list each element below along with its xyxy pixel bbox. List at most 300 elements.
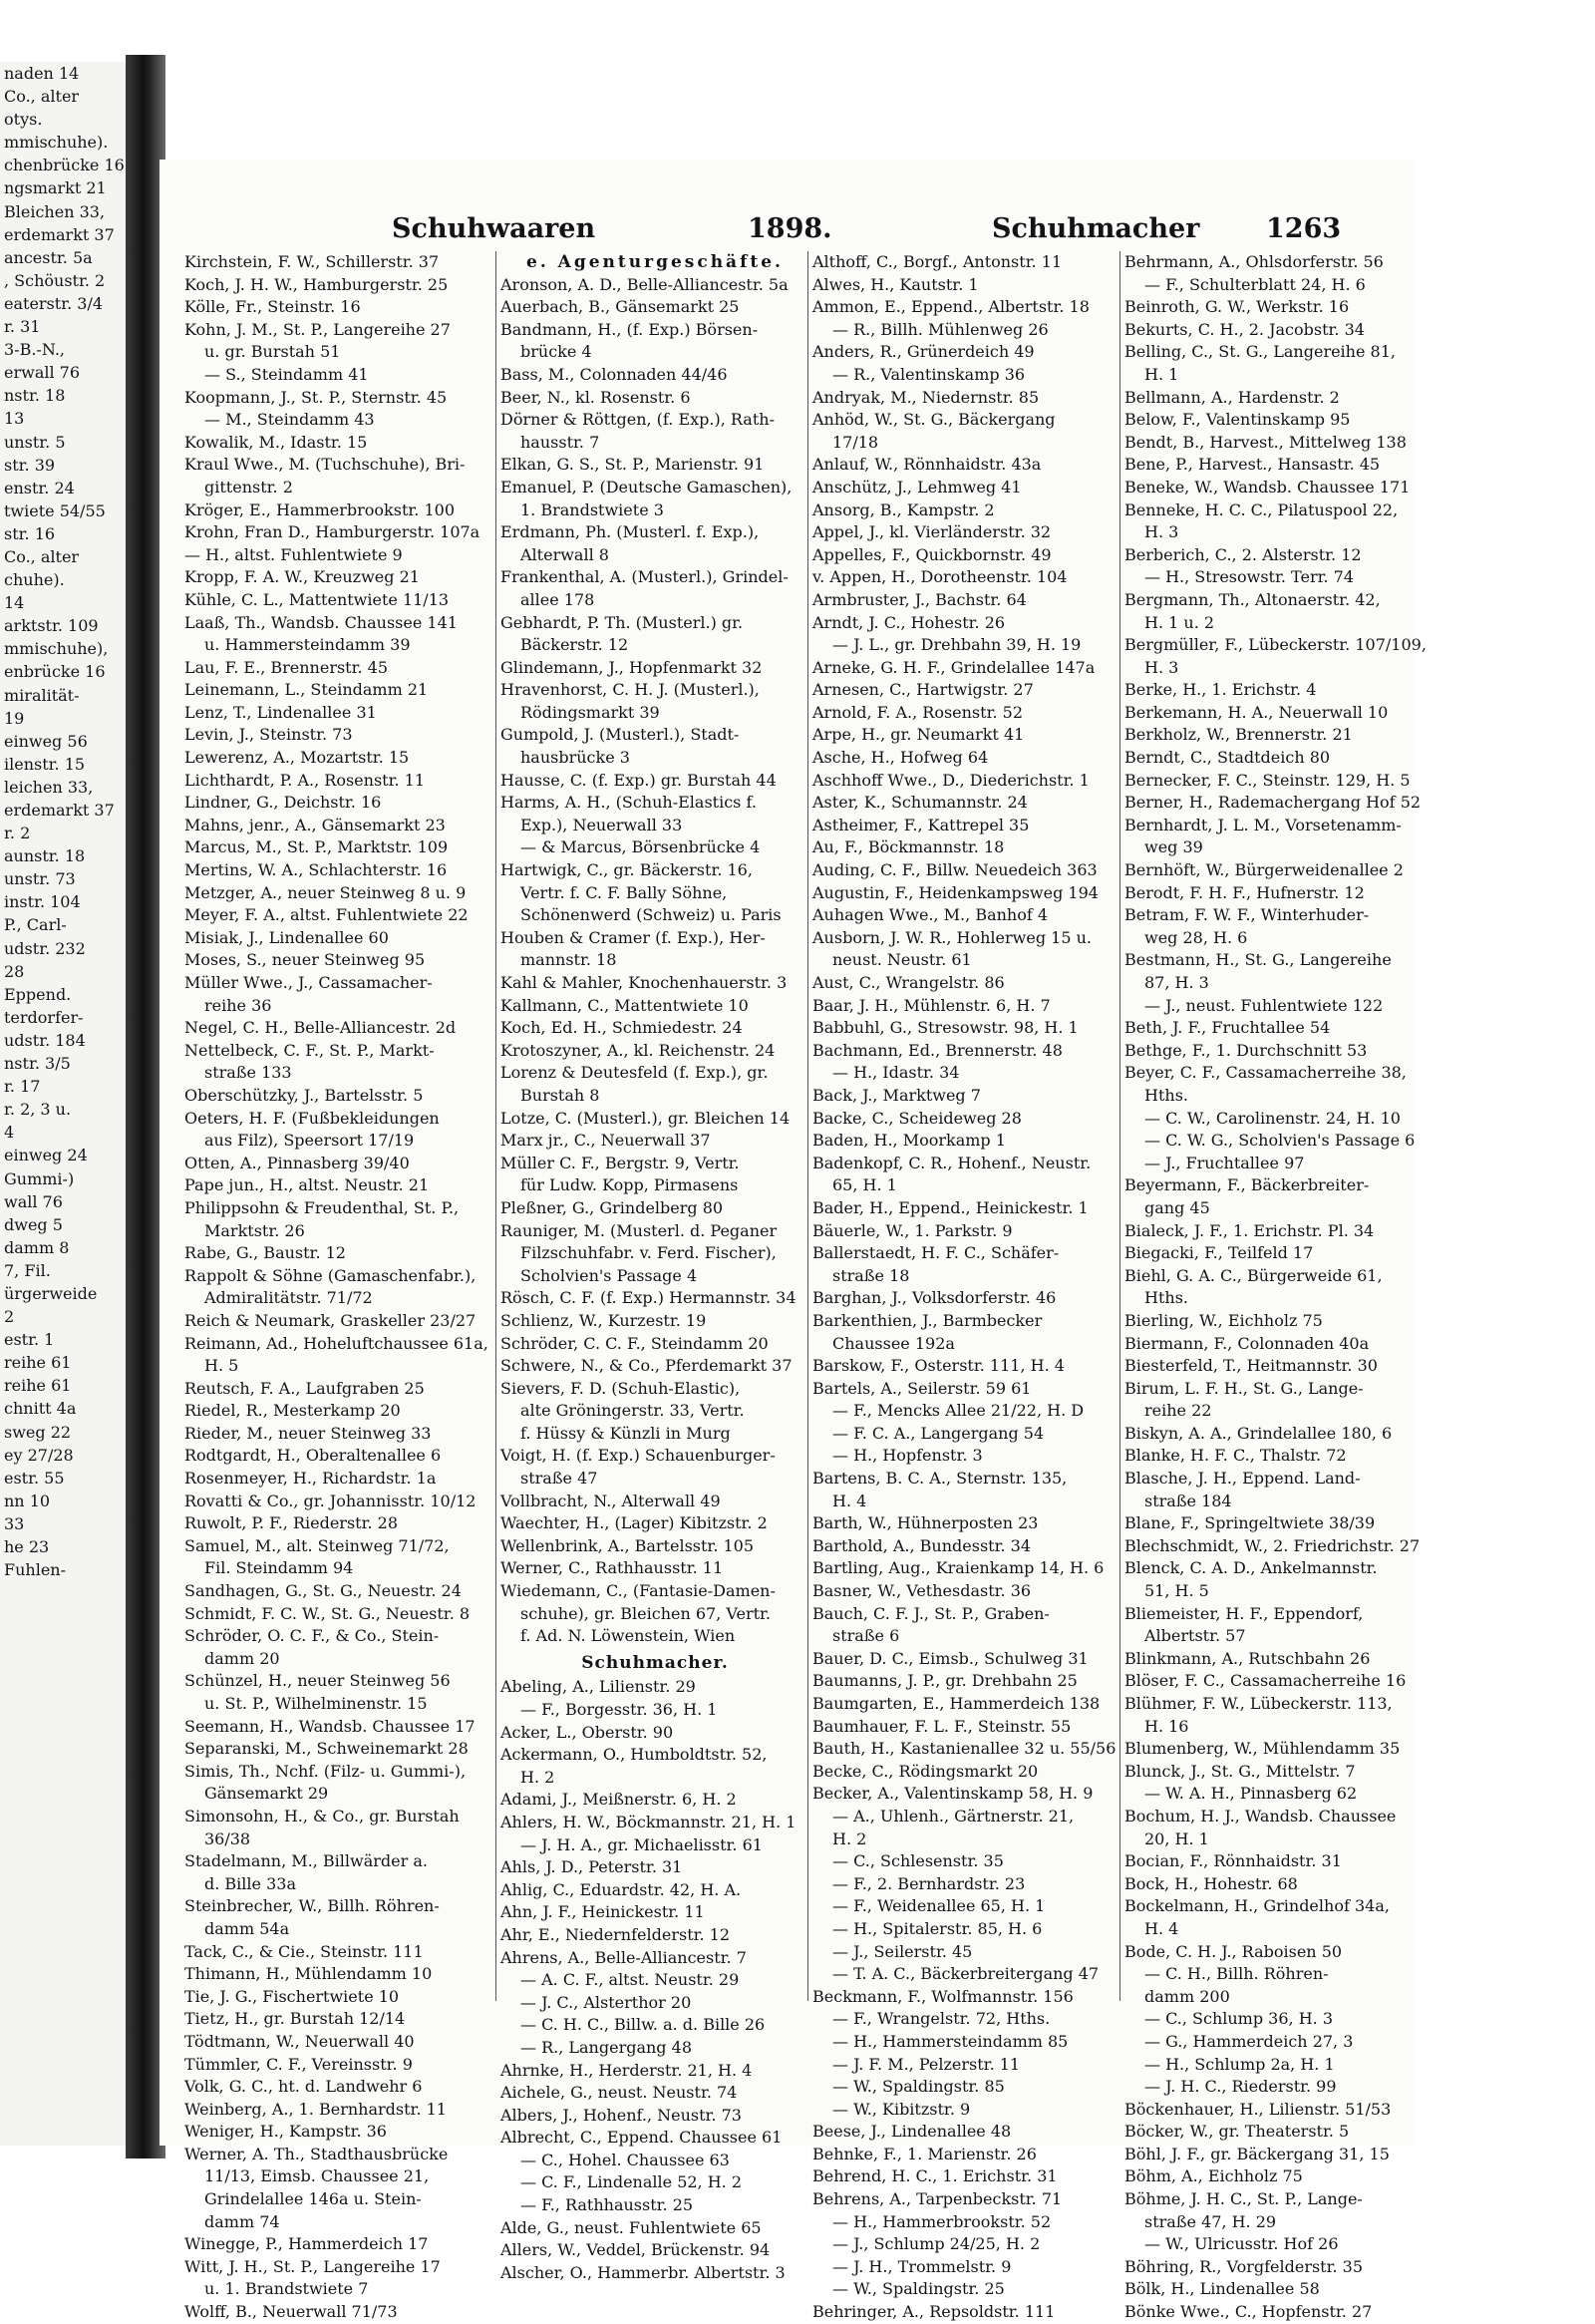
directory-entry: Alde, G., neust. Fuhlentwiete 65: [500, 2217, 762, 2237]
directory-entry: Volk, G. C., ht. d. Landwehr 6: [184, 2077, 423, 2097]
directory-entry: Wiedemann, C., (Fantasie-Damen-: [500, 1581, 776, 1601]
directory-entry-continuation: — W. A. H., Pinnasberg 62: [1144, 1784, 1358, 1804]
directory-entry: Kallmann, C., Mattentwiete 10: [500, 995, 749, 1015]
directory-entry-continuation: Marktstr. 26: [204, 1220, 305, 1240]
directory-entry-continuation: 1. Brandstwiete 3: [520, 499, 664, 519]
directory-entry-continuation: 36/38: [204, 1828, 251, 1848]
directory-entry-continuation: — H., Stresowstr. Terr. 74: [1144, 567, 1355, 587]
directory-entry-continuation: d. Bille 33a: [204, 1873, 296, 1893]
directory-entry: Bartling, Aug., Kraienkamp 14, H. 6: [812, 1558, 1105, 1578]
directory-entry: Schwere, N., & Co., Pferdemarkt 37: [500, 1356, 793, 1376]
directory-entry: Voigt, H. (f. Exp.) Schauenburger-: [500, 1446, 776, 1466]
directory-entry: Sievers, F. D. (Schuh-Elastic),: [500, 1378, 741, 1398]
directory-entry: — H., altst. Fuhlentwiete 9: [184, 544, 403, 564]
fragment-line: r. 2: [4, 824, 31, 843]
directory-entry-continuation: für Ludw. Kopp, Pirmasens: [520, 1175, 739, 1195]
directory-entry: Tietz, H., gr. Burstah 12/14: [184, 2009, 406, 2029]
directory-entry: Arneke, G. H. F., Grindelallee 147a: [812, 657, 1096, 677]
left-page-fragment: [0, 62, 128, 2146]
directory-entry: Bartels, A., Seilerstr. 59 61: [812, 1378, 1032, 1398]
directory-entry: Bergmüller, F., Lübeckerstr. 107/109,: [1124, 635, 1427, 655]
fragment-line: , Schöustr. 2: [4, 270, 106, 290]
fragment-line: enbrücke 16: [4, 662, 106, 682]
directory-entry: Aust, C., Wrangelstr. 86: [812, 973, 1005, 992]
directory-entry: Appel, J., kl. Vierländerstr. 32: [812, 522, 1052, 542]
directory-entry: Seemann, H., Wandsb. Chaussee 17: [184, 1716, 476, 1736]
directory-entry-continuation: — W., Kibitzstr. 9: [832, 2099, 971, 2119]
directory-entry: Philippsohn & Freudenthal, St. P.,: [184, 1197, 460, 1217]
directory-entry: Asche, H., Hofweg 64: [812, 748, 989, 768]
directory-entry-continuation: H. 5: [204, 1356, 239, 1376]
directory-entry: Rodtgardt, H., Oberaltenallee 6: [184, 1446, 442, 1466]
directory-entry: Marcus, M., St. P., Marktstr. 109: [184, 837, 449, 857]
directory-entry: Simonsohn, H., & Co., gr. Burstah: [184, 1806, 460, 1826]
directory-entry: Auerbach, B., Gänsemarkt 25: [500, 297, 740, 317]
directory-entry-continuation: Burstah 8: [520, 1085, 600, 1105]
fragment-line: einweg 24: [4, 1146, 88, 1165]
directory-entry: v. Appen, H., Dorotheenstr. 104: [812, 567, 1068, 587]
directory-entry: Schröder, O. C. F., & Co., Stein-: [184, 1626, 440, 1646]
directory-entry-continuation: — J. H. A., gr. Michaelisstr. 61: [520, 1834, 763, 1854]
directory-entry: Müller C. F., Bergstr. 9, Vertr.: [500, 1153, 740, 1172]
directory-entry-continuation: — J., Fruchtallee 97: [1144, 1153, 1305, 1172]
fragment-line: 7, Fil.: [4, 1260, 51, 1280]
directory-entry: Pape jun., H., altst. Neustr. 21: [184, 1175, 430, 1195]
directory-entry: Kraul Wwe., M. (Tuchschuhe), Bri-: [184, 455, 466, 475]
directory-entry: Samuel, M., alt. Steinweg 71/72,: [184, 1535, 450, 1555]
directory-entry: Böcker, W., gr. Theaterstr. 5: [1124, 2122, 1350, 2142]
directory-entry-continuation: — T. A. C., Bäckerbreitergang 47: [832, 1964, 1100, 1984]
directory-entry: Anlauf, W., Rönnhaidstr. 43a: [812, 455, 1042, 475]
directory-entry: Anders, R., Grünerdeich 49: [812, 342, 1035, 362]
fragment-line: str. 39: [4, 455, 56, 475]
fragment-line: unstr. 5: [4, 432, 66, 452]
directory-entry: Althoff, C., Borgf., Antonstr. 11: [812, 252, 1063, 271]
directory-entry-continuation: — J. C., Alsterthor 20: [520, 1992, 692, 2012]
directory-entry: Bethge, F., 1. Durchschnitt 53: [1124, 1040, 1368, 1060]
directory-entry: Bölk, H., Lindenallee 58: [1124, 2279, 1320, 2299]
directory-entry: Biesterfeld, T., Heitmannstr. 30: [1124, 1356, 1378, 1376]
directory-entry-continuation: — J. L., gr. Drehbahn 39, H. 19: [832, 635, 1082, 655]
section-subheading: e. Agenturgeschäfte.: [526, 252, 784, 272]
directory-entry: Ahn, J. F., Heinickestr. 11: [500, 1902, 705, 1922]
directory-entry: Emanuel, P. (Deutsche Gamaschen),: [500, 477, 793, 497]
directory-entry-continuation: H. 4: [1144, 1918, 1179, 1938]
directory-entry-continuation: — H., Spitalerstr. 85, H. 6: [832, 1918, 1043, 1938]
directory-entry: Ackermann, O., Humboldtstr. 52,: [500, 1745, 768, 1765]
directory-entry: Blunck, J., St. G., Mittelstr. 7: [1124, 1761, 1356, 1781]
directory-entry: Baumanns, J. P., gr. Drehbahn 25: [812, 1671, 1078, 1691]
fragment-line: 2: [4, 1307, 15, 1327]
fragment-line: damm 8: [4, 1237, 70, 1257]
directory-entry: Rappolt & Söhne (Gamaschenfabr.),: [184, 1265, 477, 1285]
directory-entry: Ahr, E., Niedernfelderstr. 12: [500, 1924, 731, 1944]
fragment-line: str. 16: [4, 523, 56, 543]
directory-entry-continuation: — W., Spaldingstr. 25: [832, 2279, 1005, 2299]
directory-entry: Böhl, J. F., gr. Bäckergang 31, 15: [1124, 2144, 1390, 2163]
directory-entry: Benneke, H. C. C., Pilatuspool 22,: [1124, 499, 1399, 519]
directory-entry: Birum, L. F. H., St. G., Lange-: [1124, 1378, 1364, 1398]
directory-entry-continuation: damm 20: [204, 1648, 280, 1668]
directory-entry: Alwes, H., Kautstr. 1: [812, 274, 979, 294]
directory-entry-continuation: straße 47: [520, 1469, 598, 1489]
directory-entry: Bellmann, A., Hardenstr. 2: [1124, 387, 1340, 407]
directory-entry: Barkenthien, J., Barmbecker: [812, 1310, 1043, 1330]
directory-entry-continuation: — C., Schlump 36, H. 3: [1144, 2009, 1333, 2029]
fragment-line: erdemarkt 37: [4, 801, 115, 820]
directory-entry: Aschhoff Wwe., D., Diederichstr. 1: [812, 770, 1090, 790]
directory-entry: Kropp, F. A. W., Kreuzweg 21: [184, 567, 420, 587]
fragment-line: ngsmarkt 21: [4, 178, 107, 198]
directory-entry: Ausborn, J. W. R., Hohlerweg 15 u.: [812, 927, 1092, 947]
directory-entry: Schlienz, W., Kurzestr. 19: [500, 1310, 707, 1330]
directory-entry: Weinberg, A., 1. Bernhardstr. 11: [184, 2099, 447, 2119]
directory-entry: Krotoszyner, A., kl. Reichenstr. 24: [500, 1040, 776, 1060]
directory-entry: Leinemann, L., Steindamm 21: [184, 680, 429, 700]
directory-entry: Ballerstaedt, H. F. C., Schäfer-: [812, 1243, 1060, 1263]
directory-entry-continuation: gittenstr. 2: [204, 477, 293, 497]
directory-entry-continuation: hausstr. 7: [520, 432, 600, 452]
directory-entry: Lindner, G., Deichstr. 16: [184, 793, 382, 813]
directory-entry-continuation: — G., Hammerdeich 27, 3: [1144, 2031, 1354, 2051]
directory-entry: Arnesen, C., Hartwigstr. 27: [812, 680, 1034, 700]
directory-entry-continuation: gang 45: [1144, 1197, 1210, 1217]
directory-entry-continuation: — H., Schlump 2a, H. 1: [1144, 2054, 1335, 2074]
directory-entry: Beckmann, F., Wolfmannstr. 156: [812, 1986, 1074, 2006]
directory-entry: Mertins, W. A., Schlachterstr. 16: [184, 860, 448, 880]
directory-entry-continuation: — R., Valentinskamp 36: [832, 364, 1026, 384]
directory-entry-continuation: H. 3: [1144, 522, 1179, 542]
directory-entry: Badenkopf, C. R., Hohenf., Neustr.: [812, 1153, 1092, 1172]
directory-entry: Blumenberg, W., Mühlendamm 35: [1124, 1739, 1401, 1759]
fragment-line: erwall 76: [4, 363, 81, 383]
directory-entry: Steinbrecher, W., Billh. Röhren-: [184, 1896, 440, 1916]
directory-entry-continuation: Chaussee 192a: [832, 1333, 955, 1353]
fragment-line: enstr. 24: [4, 478, 75, 498]
directory-entry: Blasche, J. H., Eppend. Land-: [1124, 1469, 1361, 1489]
directory-entry: Babbuhl, G., Stresowstr. 98, H. 1: [812, 1018, 1079, 1038]
directory-entry: Gumpold, J. (Musterl.), Stadt-: [500, 725, 740, 745]
directory-entry: Arndt, J. C., Hohestr. 26: [812, 612, 1006, 632]
directory-entry: Reutsch, F. A., Laufgraben 25: [184, 1378, 425, 1398]
directory-entry-continuation: 11/13, Eimsb. Chaussee 21,: [204, 2166, 430, 2186]
directory-entry-continuation: — F., Weidenallee 65, H. 1: [832, 1896, 1046, 1916]
directory-entry: Kröger, E., Hammerbrookstr. 100: [184, 499, 455, 519]
directory-entry: Lorenz & Deutesfeld (f. Exp.), gr.: [500, 1063, 769, 1083]
directory-entry: Nettelbeck, C. F., St. P., Markt-: [184, 1040, 435, 1060]
directory-entry: Berner, H., Rademachergang Hof 52: [1124, 793, 1422, 813]
directory-entry-continuation: — H., Idastr. 34: [832, 1063, 960, 1083]
directory-entry: Reich & Neumark, Graskeller 23/27: [184, 1310, 477, 1330]
directory-entry-continuation: allee 178: [520, 589, 595, 609]
directory-entry-continuation: schuhe), gr. Bleichen 67, Vertr.: [520, 1603, 771, 1623]
directory-entry: Blane, F., Springeltwiete 38/39: [1124, 1513, 1376, 1533]
directory-entry: Schröder, C. C. F., Steindamm 20: [500, 1333, 769, 1353]
directory-entry: Tack, C., & Cie., Steinstr. 111: [184, 1941, 424, 1961]
directory-entry: Bauch, C. F. J., St. P., Graben-: [812, 1603, 1050, 1623]
directory-entry-continuation: — & Marcus, Börsenbrücke 4: [520, 837, 761, 857]
directory-entry: Bestmann, H., St. G., Langereihe: [1124, 950, 1392, 970]
section-heading: Schuhmacher.: [581, 1652, 729, 1673]
directory-entry: Riedel, R., Mesterkamp 20: [184, 1401, 401, 1421]
directory-entry-continuation: reihe 22: [1144, 1401, 1212, 1421]
directory-entry-continuation: 17/18: [832, 432, 879, 452]
directory-entry: Bendt, B., Harvest., Mittelweg 138: [1124, 432, 1407, 452]
directory-entry: Lichthardt, P. A., Rosenstr. 11: [184, 770, 426, 790]
column-rule: [495, 251, 496, 2001]
directory-entry-continuation: — H., Hopfenstr. 3: [832, 1446, 983, 1466]
directory-entry: Bliemeister, H. F., Eppendorf,: [1124, 1603, 1364, 1623]
directory-entry: Berkholz, W., Brennerstr. 21: [1124, 725, 1353, 745]
fragment-line: reihe 61: [4, 1376, 72, 1396]
directory-entry-continuation: straße 18: [832, 1265, 910, 1285]
directory-entry-continuation: — F., Schulterblatt 24, H. 6: [1144, 274, 1366, 294]
directory-entry: Augustin, F., Heidenkampsweg 194: [812, 882, 1099, 902]
fragment-line: mmischuhe).: [4, 133, 109, 153]
directory-entry: Berkemann, H. A., Neuerwall 10: [1124, 702, 1389, 722]
directory-entry-continuation: weg 28, H. 6: [1144, 927, 1248, 947]
directory-entry: Bernecker, F. C., Steinstr. 129, H. 5: [1124, 770, 1411, 790]
directory-entry: Becker, A., Valentinskamp 58, H. 9: [812, 1784, 1094, 1804]
directory-entry: Allers, W., Veddel, Brückenstr. 94: [500, 2240, 771, 2260]
directory-entry-continuation: — S., Steindamm 41: [204, 364, 369, 384]
directory-entry: Blöser, F. C., Cassamacherreihe 16: [1124, 1671, 1407, 1691]
fragment-line: naden 14: [4, 64, 80, 83]
directory-entry: Berke, H., 1. Erichstr. 4: [1124, 680, 1317, 700]
fragment-line: 3-B.-N.,: [4, 340, 65, 360]
fragment-line: miralität-: [4, 685, 80, 705]
directory-entry: Ahlig, C., Eduardstr. 42, H. A.: [500, 1879, 742, 1899]
directory-entry: Bode, C. H. J., Raboisen 50: [1124, 1941, 1343, 1961]
directory-entry: Albrecht, C., Eppend. Chaussee 61: [500, 2128, 783, 2148]
directory-entry: Vollbracht, N., Alterwall 49: [500, 1491, 721, 1510]
directory-entry-continuation: straße 47, H. 29: [1144, 2211, 1277, 2231]
directory-entry: Below, F., Valentinskamp 95: [1124, 410, 1351, 430]
directory-entry: Arpe, H., gr. Neumarkt 41: [812, 725, 1025, 745]
directory-entry-continuation: H. 16: [1144, 1716, 1189, 1736]
directory-entry: Acker, L., Oberstr. 90: [500, 1722, 674, 1742]
fragment-line: chenbrücke 16: [4, 156, 125, 175]
fragment-line: 13: [4, 409, 25, 429]
directory-entry: Koch, Ed. H., Schmiedestr. 24: [500, 1018, 743, 1038]
directory-entry: Baumhauer, F. L. F., Steinstr. 55: [812, 1716, 1072, 1736]
directory-entry: Lotze, C. (Musterl.), gr. Bleichen 14: [500, 1108, 791, 1128]
directory-entry: Behrmann, A., Ohlsdorferstr. 56: [1124, 252, 1384, 271]
directory-entry-continuation: Filzschuhfabr. v. Ferd. Fischer),: [520, 1243, 777, 1263]
directory-entry-continuation: damm 74: [204, 2211, 280, 2231]
directory-entry: Marx jr., C., Neuerwall 37: [500, 1131, 711, 1151]
directory-entry-continuation: mannstr. 18: [520, 950, 617, 970]
fragment-line: erdemarkt 37: [4, 224, 115, 244]
directory-entry-continuation: — J., Schlump 24/25, H. 2: [832, 2234, 1041, 2254]
directory-entry-continuation: — H., Hammersteindamm 85: [832, 2031, 1069, 2051]
directory-entry: Kahl & Mahler, Knochenhauerstr. 3: [500, 973, 788, 992]
fragment-line: einweg 56: [4, 731, 88, 751]
directory-entry: Behrend, H. C., 1. Erichstr. 31: [812, 2166, 1058, 2186]
directory-entry-continuation: weg 39: [1144, 837, 1203, 857]
directory-entry: Bachmann, Ed., Brennerstr. 48: [812, 1040, 1063, 1060]
fragment-line: r. 31: [4, 317, 41, 337]
directory-entry: Pleßner, G., Grindelberg 80: [500, 1197, 724, 1217]
fragment-line: nstr. 18: [4, 386, 66, 406]
directory-entry-continuation: — J. H., Trommelstr. 9: [832, 2256, 1012, 2276]
fragment-line: ey 27/28: [4, 1445, 74, 1465]
directory-entry-continuation: straße 133: [204, 1063, 292, 1083]
directory-entry: Hravenhorst, C. H. J. (Musterl.),: [500, 680, 760, 700]
directory-entry: Behnke, F., 1. Marienstr. 26: [812, 2144, 1037, 2163]
directory-entry: Bäuerle, W., 1. Parkstr. 9: [812, 1220, 1013, 1240]
directory-entry-continuation: damm 200: [1144, 1986, 1230, 2006]
directory-entry-continuation: — R., Langergang 48: [520, 2037, 692, 2057]
directory-entry: Krohn, Fran D., Hamburgerstr. 107a: [184, 522, 480, 542]
fragment-line: Bleichen 33,: [4, 201, 106, 221]
fragment-line: estr. 55: [4, 1468, 65, 1488]
directory-entry-continuation: straße 6: [832, 1626, 900, 1646]
fragment-line: estr. 1: [4, 1330, 55, 1350]
directory-entry: Werner, C., Rathhausstr. 11: [500, 1558, 724, 1578]
directory-entry-continuation: Admiralitätstr. 71/72: [204, 1288, 373, 1308]
directory-entry-continuation: damm 54a: [204, 1918, 290, 1938]
directory-entry: Ahrens, A., Belle-Alliancestr. 7: [500, 1947, 747, 1967]
directory-entry: Andryak, M., Niedernstr. 85: [812, 387, 1040, 407]
fragment-line: Eppend.: [4, 984, 72, 1004]
directory-entry: Kowalik, M., Idastr. 15: [184, 432, 368, 452]
directory-entry: Müller Wwe., J., Cassamacher-: [184, 973, 433, 992]
fragment-line: P., Carl-: [4, 915, 67, 935]
directory-entry-continuation: — C. W. G., Scholvien's Passage 6: [1144, 1131, 1416, 1151]
directory-entry: Waechter, H., (Lager) Kibitzstr. 2: [500, 1513, 768, 1533]
directory-entry: Aichele, G., neust. Neustr. 74: [500, 2083, 738, 2103]
directory-entry: Otten, A., Pinnasberg 39/40: [184, 1153, 410, 1172]
directory-entry-continuation: — J., Seilerstr. 45: [832, 1941, 973, 1961]
directory-entry-continuation: Gänsemarkt 29: [204, 1784, 329, 1804]
directory-entry: Mahns, jenr., A., Gänsemarkt 23: [184, 815, 446, 834]
page-header: [229, 213, 1376, 247]
directory-entry: Kühle, C. L., Mattentwiete 11/13: [184, 589, 450, 609]
directory-entry: Bandmann, H., (f. Exp.) Börsen-: [500, 319, 759, 339]
directory-entry-continuation: — F., Mencks Allee 21/22, H. D: [832, 1401, 1085, 1421]
directory-entry-continuation: — J., neust. Fuhlentwiete 122: [1144, 995, 1384, 1015]
fragment-line: wall 76: [4, 1191, 63, 1211]
directory-entry: Koopmann, J., St. P., Sternstr. 45: [184, 387, 448, 407]
fragment-line: instr. 104: [4, 892, 81, 912]
fragment-line: he 23: [4, 1537, 50, 1556]
fragment-line: 33: [4, 1513, 25, 1533]
directory-entry-continuation: Alterwall 8: [520, 544, 609, 564]
fragment-line: 19: [4, 708, 25, 728]
fragment-line: nstr. 3/5: [4, 1054, 71, 1074]
directory-entry: Belling, C., St. G., Langereihe 81,: [1124, 342, 1396, 362]
directory-entry-continuation: H. 1 u. 2: [1144, 612, 1215, 632]
directory-entry-continuation: Grindelallee 146a u. Stein-: [204, 2189, 422, 2209]
directory-entry: Bock, H., Hohestr. 68: [1124, 1873, 1298, 1893]
directory-entry-continuation: Fil. Steindamm 94: [204, 1558, 354, 1578]
directory-entry: Metzger, A., neuer Steinweg 8 u. 9: [184, 882, 467, 902]
directory-entry: Bartens, B. C. A., Sternstr. 135,: [812, 1469, 1068, 1489]
directory-entry: Berodt, F. H. F., Hufnerstr. 12: [1124, 882, 1365, 902]
directory-entry: Albers, J., Hohenf., Neustr. 73: [500, 2105, 742, 2125]
directory-entry: Behringer, A., Repsoldstr. 111: [812, 2302, 1056, 2322]
fragment-line: chuhe).: [4, 570, 65, 590]
directory-entry: Ahlers, H. W., Böckmannstr. 21, H. 1: [500, 1812, 797, 1831]
directory-entry-continuation: u. gr. Burstah 51: [204, 342, 341, 362]
directory-entry: Biegacki, F., Teilfeld 17: [1124, 1243, 1314, 1263]
fragment-line: reihe 61: [4, 1353, 72, 1373]
directory-entry: Rauniger, M. (Musterl. d. Peganer: [500, 1220, 778, 1240]
directory-entry: Biermann, F., Colonnaden 40a: [1124, 1333, 1370, 1353]
directory-entry-continuation: — F., Borgesstr. 36, H. 1: [520, 1700, 718, 1719]
directory-entry: Houben & Cramer (f. Exp.), Her-: [500, 927, 766, 947]
directory-entry: Tödtmann, W., Neuerwall 40: [184, 2031, 415, 2051]
directory-entry: Misiak, J., Lindenallee 60: [184, 927, 389, 947]
directory-entry: Barskow, F., Osterstr. 111, H. 4: [812, 1356, 1065, 1376]
fragment-line: udstr. 232: [4, 938, 86, 958]
directory-entry: Bialeck, J. F., 1. Erichstr. Pl. 34: [1124, 1220, 1375, 1240]
directory-entry: Aronson, A. D., Belle-Alliancestr. 5a: [500, 274, 789, 294]
directory-entry: Baumgarten, E., Hammerdeich 138: [812, 1694, 1101, 1713]
directory-entry: Böhring, R., Vorgfelderstr. 35: [1124, 2256, 1364, 2276]
directory-entry: Bockelmann, H., Grindelhof 34a,: [1124, 1896, 1390, 1916]
directory-entry-continuation: — C. H., Billh. Röhren-: [1144, 1964, 1329, 1984]
running-title-left: Schuhwaaren: [392, 213, 596, 244]
fragment-line: Fuhlen-: [4, 1560, 67, 1580]
fragment-line: arktstr. 109: [4, 616, 99, 636]
fragment-line: sweg 22: [4, 1422, 72, 1442]
directory-entry: Blechschmidt, W., 2. Friedrichstr. 27: [1124, 1535, 1421, 1555]
directory-entry: Alscher, O., Hammerbr. Albertstr. 3: [500, 2262, 786, 2282]
directory-entry: Abeling, A., Lilienstr. 29: [500, 1677, 696, 1697]
directory-entry: Witt, J. H., St. P., Langereihe 17: [184, 2256, 441, 2276]
directory-entry: Anhöd, W., St. G., Bäckergang: [812, 410, 1056, 430]
fragment-line: 4: [4, 1123, 15, 1143]
fragment-line: aunstr. 18: [4, 846, 86, 866]
directory-entry-continuation: H. 2: [520, 1767, 555, 1787]
directory-entry-continuation: aus Filz), Speersort 17/19: [204, 1131, 415, 1151]
directory-entry: Kölle, Fr., Steinstr. 16: [184, 297, 361, 317]
directory-column-3: [812, 251, 1121, 2322]
directory-entry: Blinkmann, A., Rutschbahn 26: [1124, 1648, 1371, 1668]
directory-entry: Hartwigk, C., gr. Bäckerstr. 16,: [500, 860, 753, 880]
directory-entry: Becke, C., Rödingsmarkt 20: [812, 1761, 1039, 1781]
directory-entry: Lau, F. E., Brennerstr. 45: [184, 657, 389, 677]
directory-entry-continuation: — W., Ulricusstr. Hof 26: [1144, 2234, 1339, 2254]
fragment-line: Co., alter: [4, 546, 80, 566]
directory-entry-continuation: brücke 4: [520, 342, 592, 362]
directory-entry: Bauth, H., Kastanienallee 32 u. 55/56: [812, 1739, 1116, 1759]
directory-entry: Beyer, C. F., Cassamacherreihe 38,: [1124, 1063, 1407, 1083]
directory-entry-continuation: Exp.), Neuerwall 33: [520, 815, 683, 834]
directory-entry: Böhm, A., Eichholz 75: [1124, 2166, 1303, 2186]
directory-entry: Lewerenz, A., Mozartstr. 15: [184, 748, 410, 768]
directory-entry-continuation: u. St. P., Wilhelminenstr. 15: [204, 1694, 428, 1713]
directory-entry: Glindemann, J., Hopfenmarkt 32: [500, 657, 763, 677]
fragment-line: 14: [4, 593, 25, 613]
directory-entry: Biskyn, A. A., Grindelallee 180, 6: [1124, 1423, 1393, 1443]
directory-entry: Koch, J. H. W., Hamburgerstr. 25: [184, 274, 449, 294]
directory-entry: Negel, C. H., Belle-Alliancestr. 2d: [184, 1018, 457, 1038]
fragment-line: r. 17: [4, 1077, 41, 1097]
directory-entry: Separanski, M., Schweinemarkt 28: [184, 1739, 469, 1759]
directory-entry: Reimann, Ad., Hoheluftchaussee 61a,: [184, 1333, 488, 1353]
directory-entry: Baden, H., Moorkamp 1: [812, 1131, 1006, 1151]
directory-entry-continuation: u. Hammersteindamm 39: [204, 635, 411, 655]
directory-entry: Bader, H., Eppend., Heinickestr. 1: [812, 1197, 1089, 1217]
directory-entry: Stadelmann, M., Billwärder a.: [184, 1851, 428, 1871]
directory-entry: Astheimer, F., Kattrepel 35: [812, 815, 1030, 834]
directory-entry-continuation: — F. C. A., Langergang 54: [832, 1423, 1045, 1443]
directory-entry: Beinroth, G. W., Werkstr. 16: [1124, 297, 1350, 317]
directory-entry: Ruwolt, P. F., Riederstr. 28: [184, 1513, 399, 1533]
